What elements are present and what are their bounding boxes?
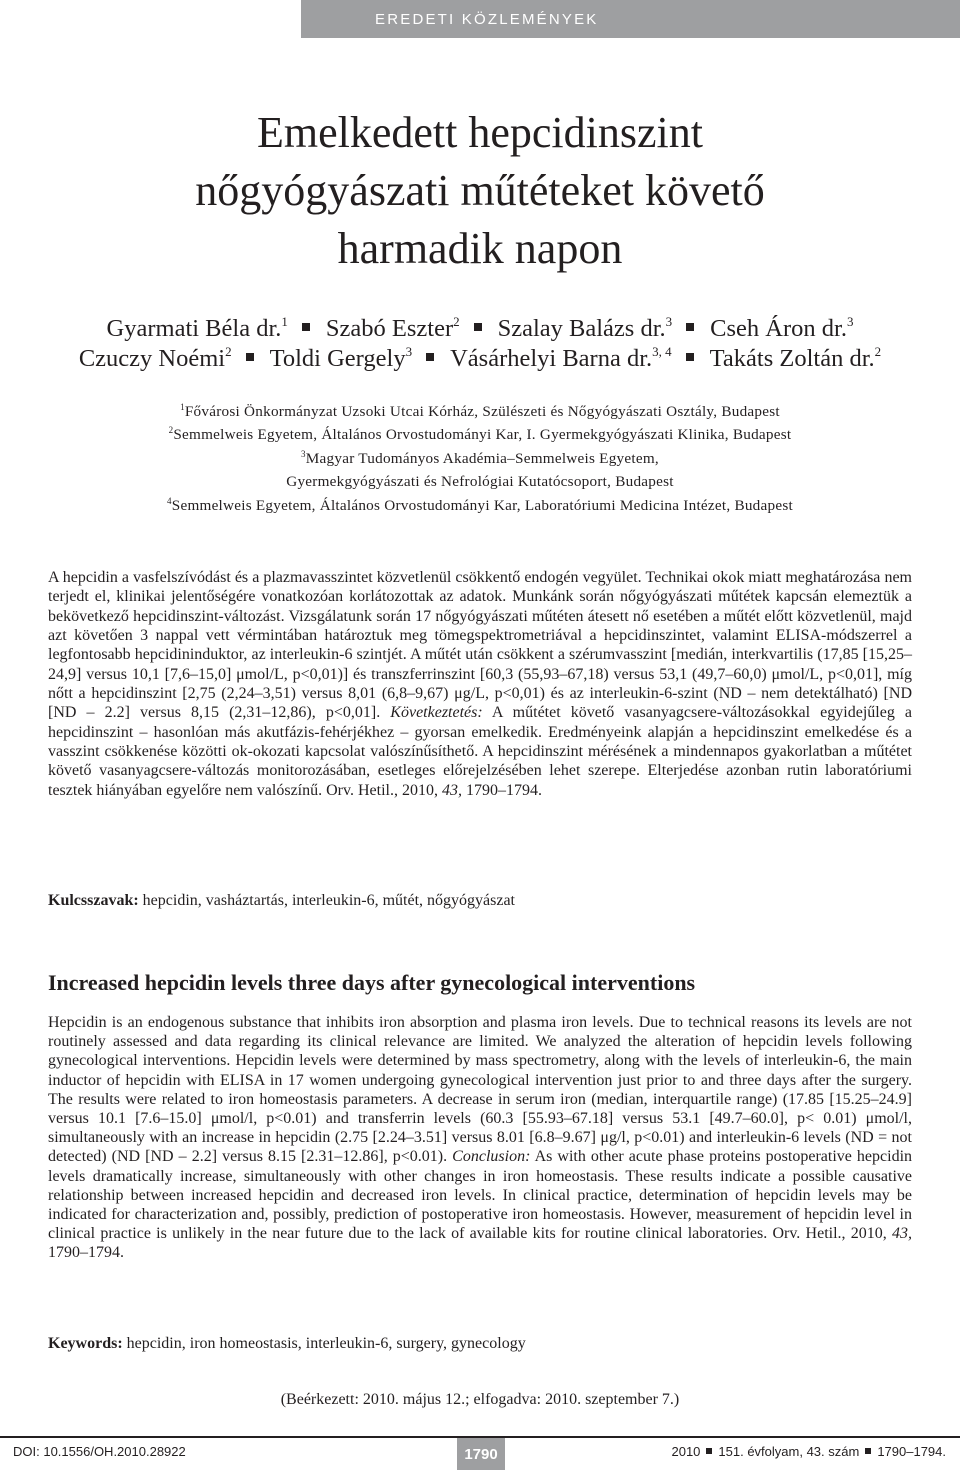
author-affiliation-ref: 3 bbox=[846, 314, 854, 329]
issue-year: 2010 bbox=[671, 1444, 701, 1459]
title-line: harmadik napon bbox=[337, 224, 623, 273]
citation-volume: 43, bbox=[892, 1225, 912, 1243]
author bbox=[107, 315, 288, 342]
author-name: Czuczy Noémi bbox=[78, 345, 226, 372]
citation-volume: 43, bbox=[441, 781, 462, 799]
author-name: Szabó Eszter bbox=[325, 315, 454, 342]
issue-volume: 151. évfolyam, 43. szám bbox=[718, 1444, 860, 1459]
keywords-english bbox=[48, 1334, 912, 1354]
abstract-text: A hepcidin a vasfelszívódást és a plazmavasszintet közvetlenül csökkentő endogén vegyület. Technikai okok miatt meghatározása nem terjedt el, klinikai jelentőségére vonatkozóan korlátozottak az adatok. Munkánk során nőgyógyászati műtétek kapcsán elemeztük a bekövetkező hepcidinszint-változást. Vizsgálatunk során 17 nőgyógyászati műtéten átesett nő esetében a műtét előtt közvetlenül, majd azt követően 3 nappal vett vérmintában határoztuk meg tömegspektrometriával a hepcidinszintet, valamint ELISA-módszerrel a legfontosabb hepcidininduktor, az interleukin-6 szintjét. A műtét után csökkent a szérumvasszint [medián, interkvartilis (17,85 [15,25–24,9] versus 10,1 [7,6–15,0] μmol/L, p<0,01)] és transzferrinszint [60,3 (55,93–67,18) versus 53,1 (49,7–60,0) μmol/L, p<0,01], míg nőtt a hepcidinszint [2,75 (2,24–3,51) versus 8,01 (6,8–9,67) μg/L, p<0,01) és az interleukin-6-szint (ND – nem detektálható) [ND [ND – 2.2] versus 8,15 (2,31–12,86), p<0,01]. bbox=[48, 569, 912, 722]
author-separator-icon bbox=[474, 323, 482, 331]
keywords-text: hepcidin, iron homeostasis, interleukin-6, surgery, gynecology bbox=[126, 1335, 526, 1352]
author-affiliation-ref: 3 bbox=[405, 344, 413, 359]
author-name: Takáts Zoltán dr. bbox=[709, 345, 875, 372]
journal-issue-info bbox=[671, 1444, 946, 1460]
affiliation-list bbox=[40, 400, 920, 517]
keywords-text: hepcidin, vasháztartás, interleukin-6, műtét, nőgyógyászat bbox=[142, 892, 515, 909]
keywords-label: Keywords: bbox=[48, 1335, 123, 1352]
separator-square-icon bbox=[706, 1448, 712, 1454]
author bbox=[710, 345, 881, 372]
conclusion-label: Következtetés: bbox=[390, 704, 483, 722]
abstract-text: Hepcidin is an endogenous substance that inhibits iron absorption and plasma iron levels. Due to technical reasons its levels are not routinely assessed and data regarding its clinical relevance are limited. We analyzed the alteration of hepcidin levels following gynecological interventions. Hepcidin levels were determined by mass spectrometry, along with the levels of interleukin-6, the main inductor of hepcidin with ELISA in 17 women undergoing gynecological intervention just prior to and three days after the surgery. The results were related to iron homeostasis parameters. A decrease in serum iron (median, interquartile range) (17.85 [15.25–24.9] versus 10.1 [7.6–15.0] μmol/l, p<0.01) and transferrin levels (60.3 [55.93–67.18] versus 53.1 [49.7–60.0], p< 0.01) μmol/l, simultaneously with an increase in hepcidin (2.75 [2.24–3.51] versus 8.01 [6.8–9.67] μg/l, p<0.01) and interleukin-6 levels (ND = not detected) (ND [ND – 2.2] versus 8.15 [2.31–12.86], p<0.01). bbox=[48, 1014, 912, 1166]
author-affiliation-ref: 3 bbox=[665, 314, 673, 329]
author-affiliation-ref: 3, 4 bbox=[652, 344, 672, 359]
author-name: Cseh Áron dr. bbox=[710, 315, 847, 342]
author bbox=[79, 345, 232, 372]
author-separator-icon bbox=[302, 323, 310, 331]
author bbox=[498, 315, 673, 342]
author-line bbox=[20, 344, 940, 374]
author-name: Szalay Balázs dr. bbox=[497, 315, 666, 342]
affiliation-text: Magyar Tudományos Akadémia–Semmelweis Egyetem, bbox=[305, 449, 659, 467]
keywords-hungarian bbox=[48, 891, 912, 911]
abstract-text: As with other acute phase proteins postoperative hepcidin levels dramatically increase, simultaneously with other changes in iron homeostasis. These results indicate a possible causative relationship between increased hepcidin and decreased iron levels. In clinical practice, determination of hepcidin levels may be indicated for characterization and, possibly, prediction of postoperative iron homeostasis. However, measurement of hepcidin level in clinical practice is unlikely in the near future due to the lack of available kits for routine clinical laboratories. Orv. Hetil., 2010, bbox=[48, 1148, 913, 1243]
author-separator-icon bbox=[246, 353, 254, 361]
author-affiliation-ref: 1 bbox=[281, 314, 288, 329]
section-label: EREDETI KÖZLEMÉNYEK bbox=[301, 0, 960, 38]
affiliation-number: 2 bbox=[168, 425, 174, 436]
affiliation-text: Semmelweis Egyetem, Általános Orvostudományi Kar, Laboratóriumi Medicina Intézet, Budapest bbox=[171, 496, 793, 514]
author-affiliation-ref: 2 bbox=[874, 344, 882, 359]
separator-square-icon bbox=[865, 1448, 871, 1454]
author-name: Vásárhelyi Barna dr. bbox=[450, 345, 653, 372]
affiliation bbox=[40, 494, 920, 517]
affiliation-text: Fővárosi Önkormányzat Uzsoki Utcai Kórház, Szülészeti és Nőgyógyászati Osztály, Budapest bbox=[184, 403, 780, 420]
author-separator-icon bbox=[686, 353, 694, 361]
affiliation-number: 4 bbox=[167, 495, 172, 506]
affiliation bbox=[40, 470, 920, 493]
abstract-hungarian bbox=[48, 568, 912, 800]
abstract-english bbox=[48, 1013, 912, 1263]
author-name: Gyarmati Béla dr. bbox=[106, 315, 282, 342]
issue-pages: 1790–1794. bbox=[877, 1444, 946, 1459]
author-separator-icon bbox=[686, 323, 694, 331]
affiliation bbox=[40, 400, 920, 423]
author-affiliation-ref: 2 bbox=[453, 314, 460, 329]
abstract-text: A műtétet követő vasanyagcsere-változásokkal egyidejűleg a hepcidinszint – hasonlóan más akutfázis-fehérjékhez – gyorsan emelkedik. Eredményeink alapján a hepcidinszint emelkedése és a vasszint csökkenése közötti ok-okozati kapcsolat valószínűsíthető. A hepcidinszint mérésének a mindennapos gyakorlatban a műtétet követő vasanyagcsere-változás monitorozásában, esetleges előrejelzésében lehet szerepe. Elterjedése azonban rutin laboratóriumi tesztek hiányában egyelőre nem valószínű. Orv. Hetil., 2010, bbox=[48, 704, 913, 799]
citation-pages: 1790–1794. bbox=[465, 781, 542, 799]
doi: DOI: 10.1556/OH.2010.28922 bbox=[13, 1444, 186, 1459]
affiliation-number: 1 bbox=[180, 402, 185, 412]
author bbox=[450, 345, 672, 372]
author-list bbox=[20, 314, 940, 374]
citation-pages: 1790–1794. bbox=[48, 1244, 124, 1262]
affiliation bbox=[40, 447, 920, 470]
title-line: nőgyógyászati műtéteket követő bbox=[195, 166, 765, 215]
affiliation-number: 3 bbox=[301, 448, 306, 459]
author-name: Toldi Gergely bbox=[269, 345, 406, 372]
author-affiliation-ref: 2 bbox=[225, 344, 232, 359]
affiliation-text: Semmelweis Egyetem, Általános Orvostudományi Kar, I. Gyermekgyógyászati Klinika, Budapest bbox=[173, 426, 792, 444]
english-title: Increased hepcidin levels three days after gynecological interventions bbox=[48, 970, 696, 995]
article-title bbox=[60, 104, 900, 278]
received-dates: (Beérkezett: 2010. május 12.; elfogadva: 2010. szeptember 7.) bbox=[280, 1391, 680, 1408]
conclusion-label: Conclusion: bbox=[452, 1148, 531, 1166]
affiliation bbox=[40, 423, 920, 446]
author bbox=[326, 315, 460, 342]
page-number: 1790 bbox=[457, 1438, 505, 1470]
affiliation-text: Gyermekgyógyászati és Nefrológiai Kutatócsoport, Budapest bbox=[286, 473, 674, 491]
author bbox=[270, 345, 412, 372]
title-line: Emelkedett hepcidinszint bbox=[257, 108, 703, 157]
keywords-label: Kulcsszavak: bbox=[48, 892, 139, 909]
author bbox=[710, 315, 853, 342]
author-line bbox=[20, 314, 940, 344]
author-separator-icon bbox=[426, 353, 434, 361]
